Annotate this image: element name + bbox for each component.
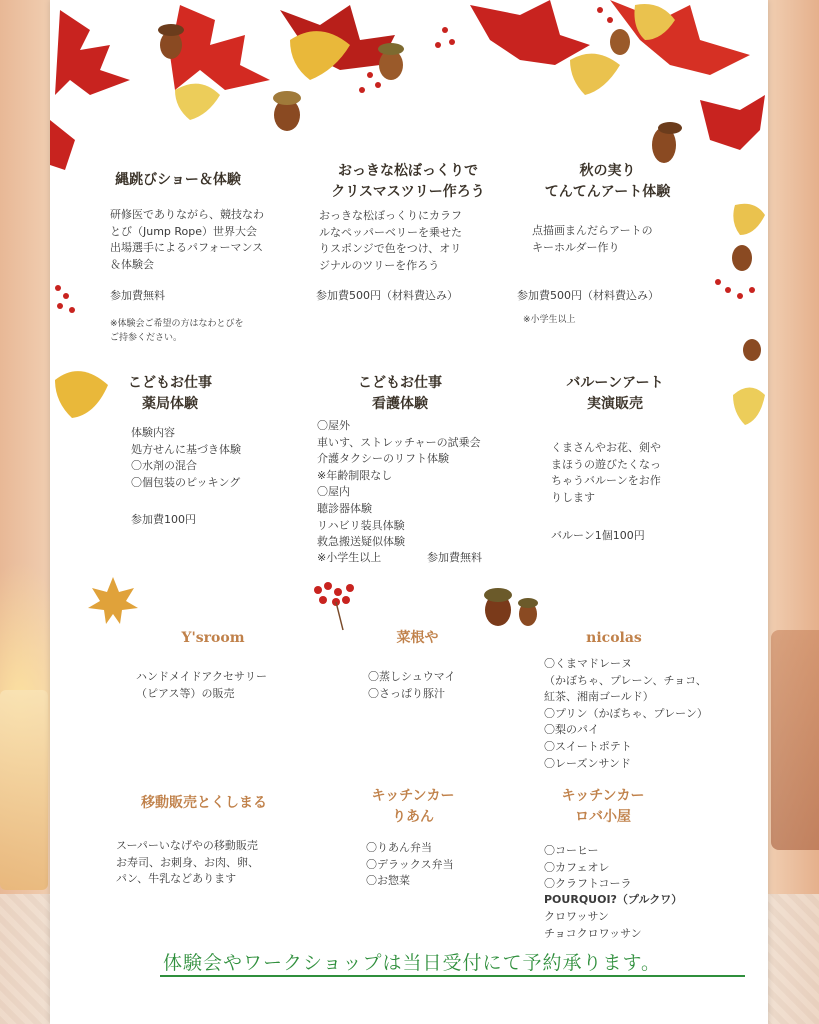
dotart-title-line1: 秋の実り: [579, 163, 636, 179]
pinecone-title-line1: おっきな松ぼっくりで: [338, 163, 478, 179]
balloon-price: バルーン1個100円: [551, 529, 645, 542]
nicolas-title: nicolas: [586, 630, 642, 646]
rian-title-line1: キッチンカー: [371, 788, 455, 804]
jumprope-note: ※体験会ご希望の方はなわとびを ご持参ください。: [110, 319, 244, 343]
balloon-description: くまさんやお花、剣や まほうの遊びたくなっ ちゃうバルーンをお作 りします: [551, 441, 661, 504]
dotart-title-line2: てんてんアート体験: [544, 184, 671, 200]
nursing-description: 〇屋外 車いす、ストレッチャーの試乗会 介護タクシーのリフト体験 ※年齢制限なし 〇屋内 聴診器体験 リハビリ装具体験 救急搬送疑似体験: [317, 419, 481, 549]
ysroom-title: Y'sroom: [181, 630, 245, 646]
nanohaya-title: 菜根や: [396, 630, 439, 646]
rian-title-line2: りあん: [392, 809, 434, 825]
tokushimaru-title: 移動販売とくしまる: [141, 795, 267, 811]
ginkgo-leaf-icon: [175, 4, 675, 120]
footer-underline: [160, 975, 745, 977]
candle-jar: [0, 690, 48, 890]
dotart-description: 点描画まんだらアートの キーホルダー作り: [532, 224, 653, 254]
flyer-page: [50, 0, 768, 1024]
nanohaya-description: 〇蒸しシュウマイ 〇さっぱり豚汁: [368, 670, 456, 700]
nursing-title-line2: 看護体験: [372, 396, 428, 412]
berry-branch-icon: [308, 578, 364, 634]
roba-title-line2: ロバ小屋: [575, 809, 631, 825]
roba-title-line1: キッチンカー: [561, 788, 645, 804]
ysroom-description: ハンドメイドアクセサリー （ピアス等）の販売: [136, 670, 268, 700]
nursing-title-line1: こどもお仕事: [358, 375, 442, 391]
jumprope-title: 縄跳びショー＆体験: [115, 172, 241, 188]
berry-branch-icon: [715, 279, 755, 299]
footer-notice: 体験会やワークショップは当日受付にて予約承ります。: [162, 952, 662, 974]
pharmacy-fee: 参加費100円: [131, 513, 196, 526]
pinecone-description: おっきな松ぼっくりにカラフ ルなペッパーベリーを乗せた りスポンジで色をつけ、オリ ジナルのツリーを作ろう: [319, 209, 462, 272]
roba-description: 〇コーヒー 〇カフェオレ 〇クラフトコーラ: [544, 844, 632, 891]
balloon-title-line2: 実演販売: [587, 396, 643, 412]
pharmacy-title-line1: こどもお仕事: [128, 375, 212, 391]
dotart-note: ※小学生以上: [523, 315, 576, 325]
autumn-leaves-decoration: [50, 0, 768, 170]
ginkgo-leaf-icon: [733, 204, 765, 235]
background-jar: [771, 630, 819, 850]
roba-description-2: クロワッサン チョコクロワッサン: [544, 910, 642, 940]
pharmacy-title-line2: 薬局体験: [142, 396, 198, 412]
ginkgo-leaf-icon: [50, 360, 112, 430]
balloon-title-line1: バルーンアート: [566, 375, 664, 391]
nicolas-description: 〇くまマドレーヌ （かぼちゃ、プレーン、チョコ、 紅茶、湘南ゴールド） 〇プリン（かぼちゃ、プレーン） 〇梨のパイ 〇スイートポテト 〇レーズンサンド: [544, 657, 708, 770]
ginkgo-leaf-icon: [730, 380, 768, 430]
side-leaves-decoration: [710, 200, 768, 380]
jumprope-description: 研修医でありながら、競技なわ とび（Jump Rope）世界大会 出場選手によるパフォーマンス ＆体験会: [110, 208, 264, 271]
pharmacy-description: 体験内容 処方せんに基づき体験 〇水剤の混合 〇個包装のピッキング: [131, 426, 241, 489]
dotart-fee: 参加費500円（材料費込み）: [517, 289, 659, 302]
maple-leaf-icon: [86, 574, 140, 628]
berry-branch-icon: [50, 280, 80, 320]
nursing-note: ※小学生以上: [317, 551, 382, 564]
tokushimaru-description: スーパーいなげやの移動販売 お寿司、お刺身、お肉、卵、 パン、牛乳などあります: [116, 839, 259, 886]
jumprope-fee: 参加費無料: [110, 289, 165, 302]
rian-description: 〇りあん弁当 〇デラックス弁当 〇お惣菜: [366, 841, 454, 888]
roba-pourquoi: POURQUOI?（プルクワ）: [544, 893, 683, 906]
acorn-icon: [732, 245, 752, 271]
pinecone-fee: 参加費500円（材料費込み）: [316, 289, 458, 302]
acorn-icon: [743, 339, 761, 361]
pinecone-title-line2: クリスマスツリー作ろう: [331, 184, 485, 200]
acorn-icon: [478, 582, 548, 628]
nursing-fee: 参加費無料: [427, 551, 482, 564]
